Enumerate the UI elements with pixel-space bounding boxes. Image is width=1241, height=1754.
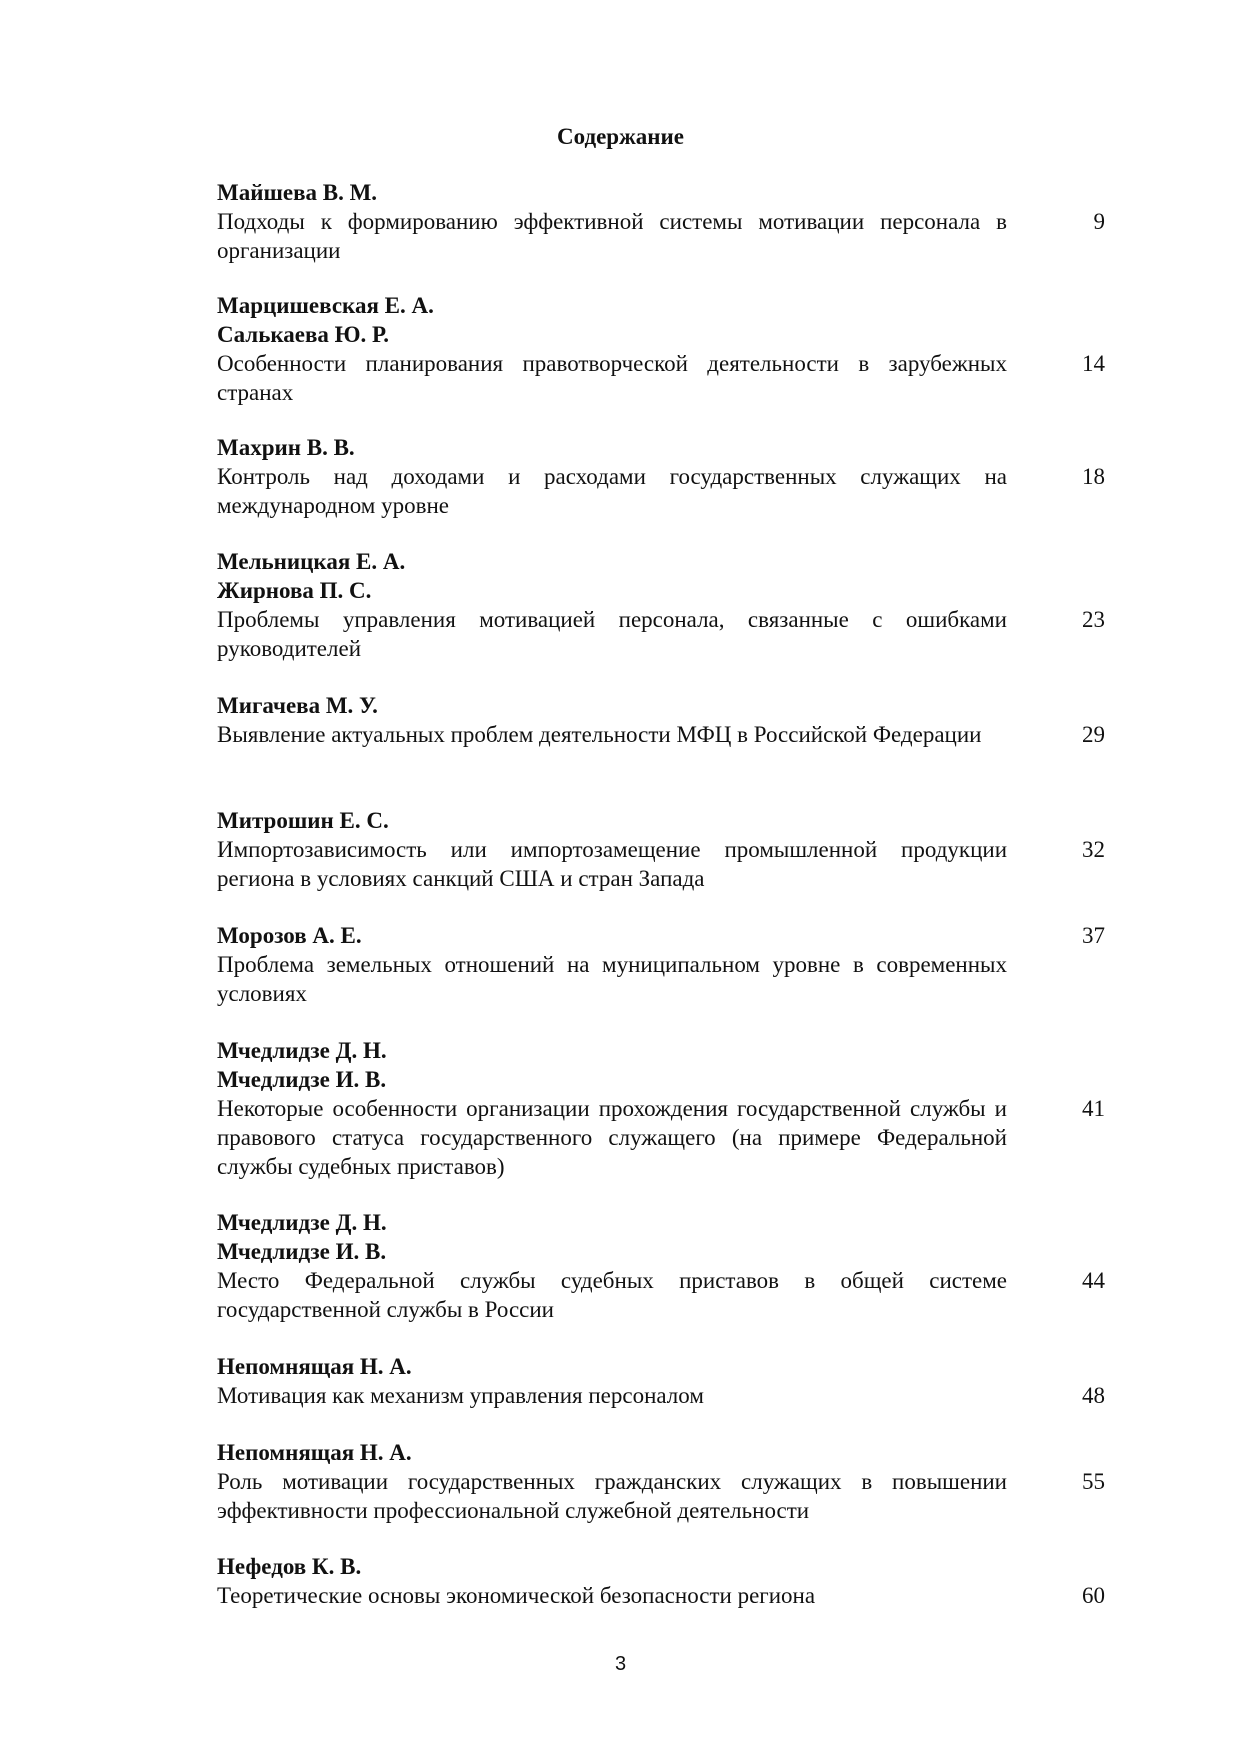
entry-author: Нефедов К. В. (217, 1554, 362, 1579)
toc-entry (217, 691, 1105, 749)
entry-author: Морозов А. Е. (217, 923, 362, 948)
entry-author: Марцишевская Е. А. (217, 293, 434, 318)
entry-author: Мчедлидзе И. В. (217, 1067, 387, 1092)
entry-author: Мигачева М. У. (217, 693, 378, 718)
entry-page-number: 44 (1082, 1268, 1105, 1293)
entry-title: Некоторые особенности организации прохождения государственной службы и правового статуса государственного служащего (на примере Федеральной службы судебных приставов) (217, 1096, 1007, 1179)
toc-entry (217, 1208, 1105, 1324)
toc-entry (217, 1552, 1105, 1610)
entry-author: Жирнова П. С. (217, 578, 372, 603)
entry-page-number: 41 (1082, 1096, 1105, 1121)
entry-title: Особенности планирования правотворческой деятельности в зарубежных странах (217, 351, 1007, 405)
entry-author: Непомнящая Н. А. (217, 1354, 412, 1379)
entry-page-number: 9 (1093, 209, 1105, 234)
toc-entry (217, 1438, 1105, 1525)
entry-title: Проблемы управления мотивацией персонала, связанные с ошибками руководителей (217, 607, 1007, 661)
entry-author: Мельницкая Е. А. (217, 549, 406, 574)
entry-page-number: 32 (1082, 837, 1105, 862)
entry-author: Мчедлидзе Д. Н. (217, 1210, 387, 1235)
toc-entry (217, 806, 1105, 893)
toc-entry (217, 547, 1105, 663)
entry-author: Махрин В. В. (217, 435, 355, 460)
entry-author: Мчедлидзе Д. Н. (217, 1038, 387, 1063)
entry-author: Митрошин Е. С. (217, 808, 389, 833)
entry-page-number: 18 (1082, 464, 1105, 489)
entry-page-number: 48 (1082, 1383, 1105, 1408)
toc-entry (217, 921, 1105, 1008)
entry-page-number: 29 (1082, 722, 1105, 747)
entry-title: Мотивация как механизм управления персоналом (217, 1383, 704, 1408)
entry-page-number: 23 (1082, 607, 1105, 632)
entry-author: Мчедлидзе И. В. (217, 1239, 387, 1264)
toc-entry (217, 291, 1105, 407)
entry-title: Контроль над доходами и расходами государственных служащих на международном уровне (217, 464, 1007, 518)
entry-author: Майшева В. М. (217, 180, 378, 205)
toc-entry (217, 178, 1105, 265)
page-number: 3 (614, 1653, 627, 1675)
toc-entry (217, 433, 1105, 520)
entry-page-number: 37 (1082, 923, 1105, 948)
entry-title: Роль мотивации государственных гражданских служащих в повышении эффективности профессиональной служебной деятельности (217, 1469, 1007, 1523)
entry-title: Место Федеральной службы судебных приставов в общей системе государственной службы в России (217, 1268, 1007, 1322)
entry-title: Проблема земельных отношений на муниципальном уровне в современных условиях (217, 952, 1007, 1006)
toc-entry (217, 1352, 1105, 1410)
entry-title: Подходы к формированию эффективной системы мотивации персонала в организации (217, 209, 1007, 263)
entry-page-number: 14 (1082, 351, 1105, 376)
toc-entry (217, 1036, 1105, 1181)
entry-title: Импортозависимость или импортозамещение промышленной продукции региона в условиях санкций США и стран Запада (217, 837, 1007, 891)
entry-title: Выявление актуальных проблем деятельности МФЦ в Российской Федерации (217, 722, 982, 747)
entry-author: Салькаева Ю. Р. (217, 322, 389, 347)
entry-page-number: 55 (1082, 1469, 1105, 1494)
entry-title: Теоретические основы экономической безопасности региона (217, 1583, 816, 1608)
entry-page-number: 60 (1082, 1583, 1105, 1608)
entry-author: Непомнящая Н. А. (217, 1440, 412, 1465)
page-title: Содержание (557, 124, 684, 149)
